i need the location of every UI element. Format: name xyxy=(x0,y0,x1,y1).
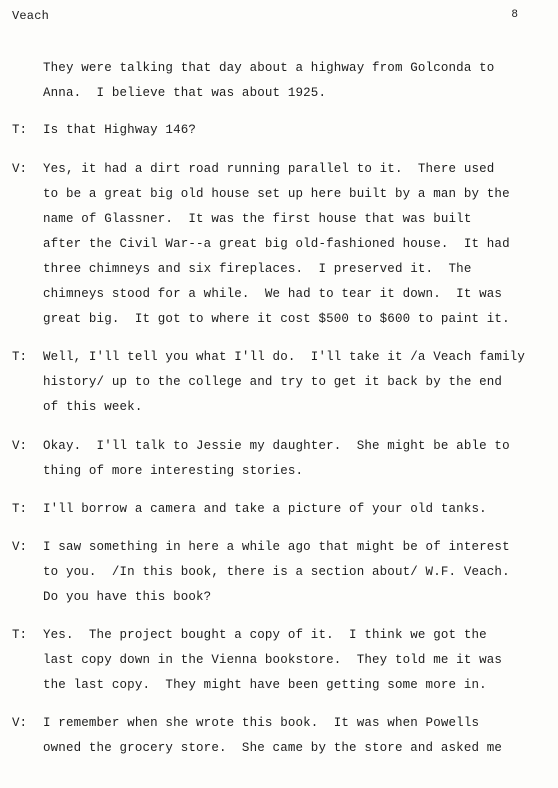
transcript-line: Well, I'll tell you what I'll do. I'll take it /a Veach family xyxy=(43,350,526,364)
speaker-label: V: xyxy=(12,439,28,453)
transcript-line: after the Civil War--a great big old-fashioned house. It had xyxy=(43,237,510,251)
transcript-line: Anna. I believe that was about 1925. xyxy=(43,86,327,100)
speaker-label: T: xyxy=(12,350,28,364)
speaker-label: T: xyxy=(12,502,28,516)
speaker-label: T: xyxy=(12,123,28,137)
transcript-line: the last copy. They might have been getting some more in. xyxy=(43,678,487,692)
transcript-line: thing of more interesting stories. xyxy=(43,464,304,478)
transcript-line: Yes. The project bought a copy of it. I think we got the xyxy=(43,628,487,642)
transcript-line: I saw something in here a while ago that might be of interest xyxy=(43,540,510,554)
transcript-line: Do you have this book? xyxy=(43,590,212,604)
transcript-line: to you. /In this book, there is a section about/ W.F. Veach. xyxy=(43,565,510,579)
transcript-line: three chimneys and six fireplaces. I preserved it. The xyxy=(43,262,472,276)
speaker-label: T: xyxy=(12,628,28,642)
transcript-line: chimneys stood for a while. We had to tear it down. It was xyxy=(43,287,503,301)
speaker-label: V: xyxy=(12,162,28,176)
speaker-label: V: xyxy=(12,540,28,554)
transcript-line: Yes, it had a dirt road running parallel to it. There used xyxy=(43,162,495,176)
transcript-line: last copy down in the Vienna bookstore. They told me it was xyxy=(43,653,503,667)
transcript-line: history/ up to the college and try to get it back by the end xyxy=(43,375,503,389)
transcript-line: They were talking that day about a highway from Golconda to xyxy=(43,61,495,75)
transcript-line: name of Glassner. It was the first house that was built xyxy=(43,212,472,226)
transcript-line: I remember when she wrote this book. It was when Powells xyxy=(43,716,480,730)
transcript-line: to be a great big old house set up here built by a man by the xyxy=(43,187,510,201)
transcript-line: Is that Highway 146? xyxy=(43,123,197,137)
transcript-line: of this week. xyxy=(43,400,143,414)
page-number: 8 xyxy=(511,9,518,21)
transcript-line: owned the grocery store. She came by the store and asked me xyxy=(43,741,503,755)
header-name: Veach xyxy=(12,9,50,23)
transcript-line: I'll borrow a camera and take a picture of your old tanks. xyxy=(43,502,487,516)
speaker-label: V: xyxy=(12,716,28,730)
transcript-line: Okay. I'll talk to Jessie my daughter. She might be able to xyxy=(43,439,510,453)
transcript-line: great big. It got to where it cost $500 to $600 to paint it. xyxy=(43,312,510,326)
